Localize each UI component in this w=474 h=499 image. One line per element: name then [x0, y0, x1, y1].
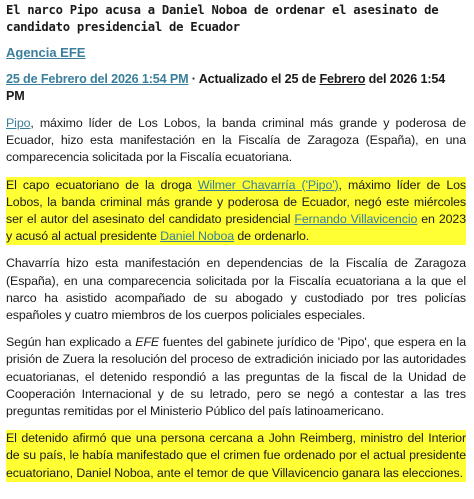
published-post: del 2026 1:54 PM — [86, 72, 189, 86]
efe-emphasis: EFE — [135, 335, 160, 350]
source-link[interactable]: Agencia EFE — [6, 45, 86, 60]
updated-post: del 2026 1:54 PM — [6, 72, 446, 103]
dateline — [6, 71, 466, 105]
pipo-link[interactable]: Pipo — [6, 116, 31, 130]
published-month: Febrero — [40, 72, 87, 86]
source-line — [6, 44, 466, 61]
paragraph-1-text: , máximo líder de Los Lobos, la banda criminal más grande y poderosa de Ecuador, hizo esta manifestación en la Fiscalía de Zaragoza (España), en una comparecencia solicitada por la Fiscalía ecuatoriana. — [6, 116, 466, 165]
published-date-link[interactable] — [6, 72, 188, 86]
article-headline: El narco Pipo acusa a Daniel Noboa de ordenar el asesinato de candidato presidencial de Ecuador — [6, 3, 439, 34]
p2-text-4: de ordenarlo. — [234, 229, 310, 244]
dateline-separator: · Actualizado el 25 de — [188, 72, 320, 86]
paragraph-3: Chavarría hizo esta manifestación en dependencias de la Fiscalía de Zaragoza (España), en una comparecencia solicitada por la Fiscalía ecuatoriana a la que el narco ha asistido acompañado de su abogado y custodiado por tres policías españoles y cuatro miembros de los cuerpos policiales especiales. — [6, 256, 466, 323]
p2-text-1: El capo ecuatoriano de la droga — [6, 177, 198, 192]
paragraph-4 — [6, 334, 466, 420]
p4-text-1: Según han explicado a — [6, 335, 136, 350]
chavarria-link[interactable]: Wilmer Chavarría ('Pipo') — [197, 177, 339, 192]
p2-text-2: , máximo líder de Los Lobos, la banda criminal más grande y poderosa de Ecuador, negó este miércoles ser el autor del asesinato del candidato presidencial — [6, 177, 466, 227]
villavicencio-link[interactable]: Fernando Villavicencio — [294, 212, 418, 227]
published-pre: 25 de — [6, 72, 41, 86]
p2-text-3: en 2023 y acusó al actual presidente — [6, 212, 466, 244]
p4-text-2: fuentes del gabinete jurídico de 'Pipo', que espera en la prisión de Zuera la resolución del proceso de extradición iniciado por las autoridades ecuatorianas, el detenido respondió a las preguntas de la fiscal de la Unidad de Cooperación Internacional y de su letrado, pero se negó a contestar a las tres preguntas remitidas por el Ministerio Público del país latinoamericano. — [6, 335, 467, 419]
paragraph-1 — [6, 115, 466, 167]
noboa-link[interactable]: Daniel Noboa — [160, 229, 235, 244]
paragraph-5-highlighted: El detenido afirmó que una persona cercana a John Reimberg, ministro del Interior de su país, le había manifestado que el crimen fue ordenado por el actual presidente ecuatoriano, Daniel Noboa, ante el temor de que Villavicencio ganara las elecciones. — [6, 430, 466, 482]
updated-month: Febrero — [319, 72, 366, 86]
paragraph-2-highlighted — [6, 177, 466, 246]
